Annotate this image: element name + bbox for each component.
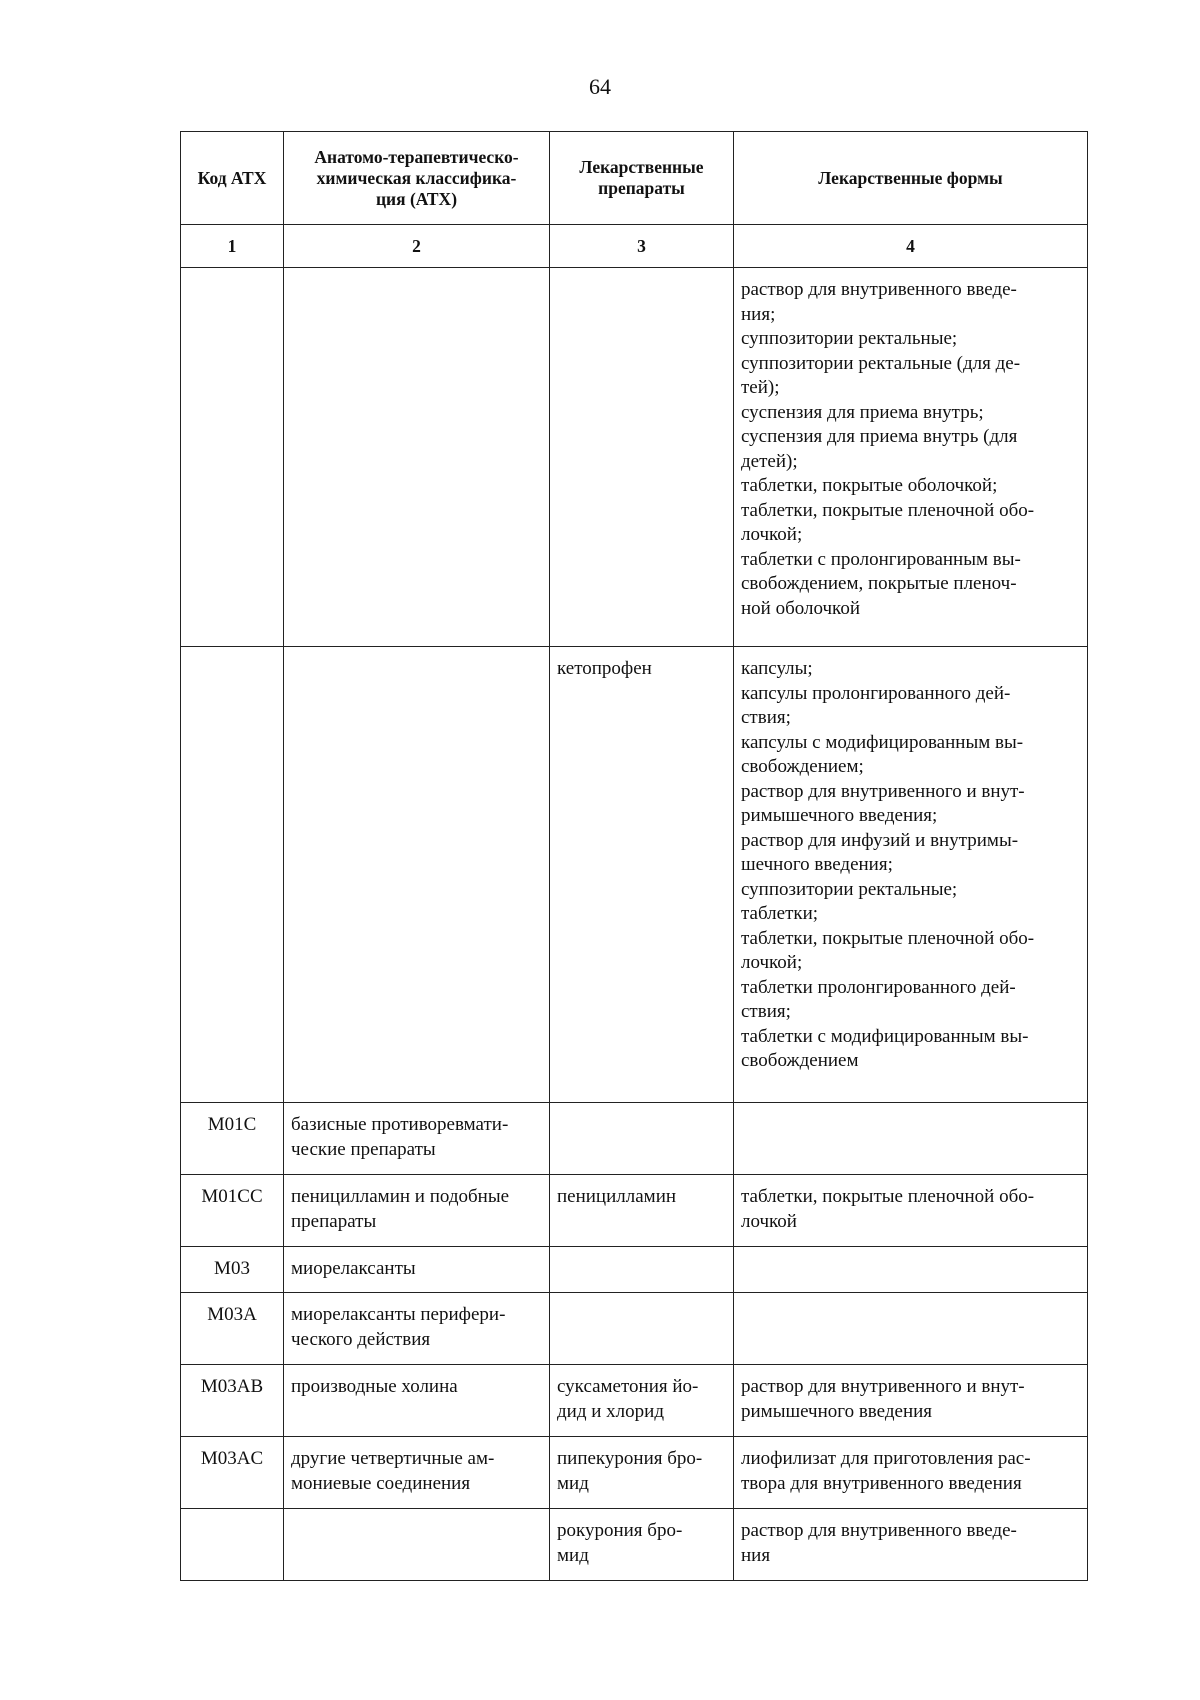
cell-drug-line: дид и хлорид — [557, 1400, 664, 1422]
cell-forms-line: раствор для внутривенного и внут- — [741, 1376, 1025, 1397]
cell-forms-line: ной оболочкой — [741, 597, 860, 619]
cell-forms-line: суппозитории ректальные; — [741, 878, 958, 900]
cell-forms-line: римышечного введения; — [741, 805, 938, 826]
header-drugs-line: Лекарственные — [579, 157, 704, 177]
header-forms: Лекарственные формы — [734, 132, 1088, 225]
cell-drug-line: пипекурония бро- — [557, 1448, 703, 1469]
table-row — [181, 647, 1088, 1103]
table-row — [181, 1247, 1088, 1293]
cell-forms — [734, 1103, 1088, 1175]
cell-drug — [550, 1247, 734, 1293]
cell-classification-line: ческого действия — [291, 1328, 431, 1350]
cell-classification — [284, 1365, 550, 1437]
cell-drug-line: пеницилламин — [557, 1186, 677, 1207]
cell-classification-line: другие четвертичные ам- — [291, 1448, 495, 1469]
cell-code — [181, 268, 284, 647]
atx-table — [180, 131, 1088, 1581]
cell-forms-line: раствор для внутривенного введе- — [741, 279, 1017, 300]
cell-forms — [734, 1175, 1088, 1247]
cell-classification-line: базисные противоревмати- — [291, 1114, 509, 1135]
cell-drug — [550, 1509, 734, 1581]
cell-forms — [734, 1365, 1088, 1437]
cell-classification — [284, 1247, 550, 1293]
cell-forms-line: римышечного введения — [741, 1400, 933, 1422]
cell-forms-line: твора для внутривенного введения — [741, 1472, 1022, 1494]
header-classification-line: ция (АТХ) — [375, 188, 458, 209]
cell-classification — [284, 1103, 550, 1175]
cell-classification-line: ческие препараты — [291, 1138, 436, 1160]
cell-forms-line: суспензия для приема внутрь (для — [741, 426, 1018, 447]
cell-forms-line: раствор для инфузий и внутримы- — [741, 829, 1019, 851]
page-number: 64 — [589, 74, 611, 99]
column-number: 4 — [734, 225, 1088, 268]
table-row — [181, 1509, 1088, 1581]
column-number: 2 — [284, 225, 550, 268]
cell-code: M03A — [181, 1293, 284, 1365]
cell-classification — [284, 1437, 550, 1509]
cell-forms-line: таблетки; — [741, 903, 819, 924]
cell-forms-line: суппозитории ректальные; — [741, 328, 958, 349]
cell-forms-line: свобождением — [741, 1050, 859, 1071]
cell-code: M01C — [181, 1103, 284, 1175]
cell-classification-line: миорелаксанты перифери- — [291, 1304, 506, 1325]
cell-drug-line: мид — [557, 1544, 589, 1566]
cell-forms-line: свобождением, покрытые пленоч- — [741, 573, 1017, 594]
cell-classification — [284, 268, 550, 647]
cell-forms — [734, 1293, 1088, 1365]
table-row — [181, 268, 1088, 647]
header-drugs — [550, 132, 734, 225]
column-number: 3 — [550, 225, 734, 268]
cell-forms-line: капсулы с модифицированным вы- — [741, 731, 1024, 753]
column-number-row — [181, 225, 1088, 268]
cell-forms-line: тей); — [741, 377, 780, 398]
cell-forms — [734, 268, 1088, 647]
cell-forms — [734, 647, 1088, 1103]
cell-forms-line: суппозитории ректальные (для де- — [741, 352, 1021, 374]
table-row — [181, 1103, 1088, 1175]
cell-code — [181, 1509, 284, 1581]
table-row — [181, 1175, 1088, 1247]
cell-forms-line: капсулы пролонгированного дей- — [741, 682, 1011, 704]
cell-classification — [284, 1175, 550, 1247]
cell-forms-line: суспензия для приема внутрь; — [741, 401, 984, 423]
cell-classification — [284, 647, 550, 1103]
cell-forms-line: таблетки, покрытые пленочной обо- — [741, 499, 1035, 521]
cell-drug-line: кетопрофен — [557, 658, 652, 679]
cell-classification-line: пеницилламин и подобные — [291, 1186, 510, 1207]
cell-classification-line: мониевые соединения — [291, 1472, 471, 1494]
table-row — [181, 1365, 1088, 1437]
cell-classification-line: производные холина — [291, 1376, 458, 1397]
cell-drug — [550, 1293, 734, 1365]
cell-forms-line: таблетки пролонгированного дей- — [741, 976, 1016, 998]
cell-classification-line: препараты — [291, 1210, 377, 1232]
cell-drug — [550, 1175, 734, 1247]
cell-drug-line: мид — [557, 1472, 589, 1494]
column-number: 1 — [181, 225, 284, 268]
cell-code: M03AB — [181, 1365, 284, 1437]
cell-drug — [550, 1103, 734, 1175]
table-row — [181, 1293, 1088, 1365]
header-classification-line: химическая классифика- — [316, 167, 517, 188]
cell-forms-line: детей); — [741, 450, 798, 472]
cell-drug-line: суксаметония йо- — [557, 1376, 699, 1397]
cell-code — [181, 647, 284, 1103]
cell-forms-line: лочкой; — [741, 524, 803, 545]
cell-forms-line: лочкой; — [741, 952, 803, 973]
cell-code: M03AC — [181, 1437, 284, 1509]
cell-classification-line: миорелаксанты — [291, 1258, 416, 1279]
cell-forms-line: ния — [741, 1544, 771, 1566]
header-code: Код АТХ — [181, 132, 284, 225]
cell-code: M03 — [181, 1247, 284, 1293]
cell-forms — [734, 1247, 1088, 1293]
cell-forms-line: таблетки, покрытые оболочкой; — [741, 475, 998, 496]
cell-forms-line: ствия; — [741, 1001, 791, 1022]
cell-forms — [734, 1437, 1088, 1509]
cell-drug — [550, 268, 734, 647]
header-drugs-line: препараты — [598, 178, 685, 198]
cell-drug-line: рокурония бро- — [557, 1520, 683, 1541]
cell-forms-line: раствор для внутривенного и внут- — [741, 780, 1025, 802]
cell-forms-line: ния; — [741, 303, 776, 325]
cell-forms-line: лочкой — [741, 1210, 797, 1232]
cell-forms-line: таблетки с пролонгированным вы- — [741, 548, 1021, 570]
header-classification-line: Анатомо-терапевтическо- — [314, 146, 519, 167]
cell-forms-line: свобождением; — [741, 756, 864, 777]
cell-forms-line: шечного введения; — [741, 854, 893, 875]
header-row — [181, 132, 1088, 225]
atx-table-body — [181, 268, 1088, 1581]
cell-forms — [734, 1509, 1088, 1581]
cell-forms-line: таблетки с модифицированным вы- — [741, 1025, 1029, 1047]
cell-forms-line: раствор для внутривенного введе- — [741, 1520, 1017, 1541]
cell-forms-line: капсулы; — [741, 658, 813, 679]
cell-classification — [284, 1293, 550, 1365]
cell-forms-line: лиофилизат для приготовления рас- — [741, 1448, 1031, 1469]
cell-classification — [284, 1509, 550, 1581]
cell-drug — [550, 1365, 734, 1437]
cell-drug — [550, 1437, 734, 1509]
table-row — [181, 1437, 1088, 1509]
cell-forms-line: таблетки, покрытые пленочной обо- — [741, 1186, 1035, 1207]
header-classification — [284, 132, 550, 225]
cell-forms-line: ствия; — [741, 707, 791, 728]
cell-forms-line: таблетки, покрытые пленочной обо- — [741, 927, 1035, 949]
cell-drug — [550, 647, 734, 1103]
cell-code: M01CC — [181, 1175, 284, 1247]
